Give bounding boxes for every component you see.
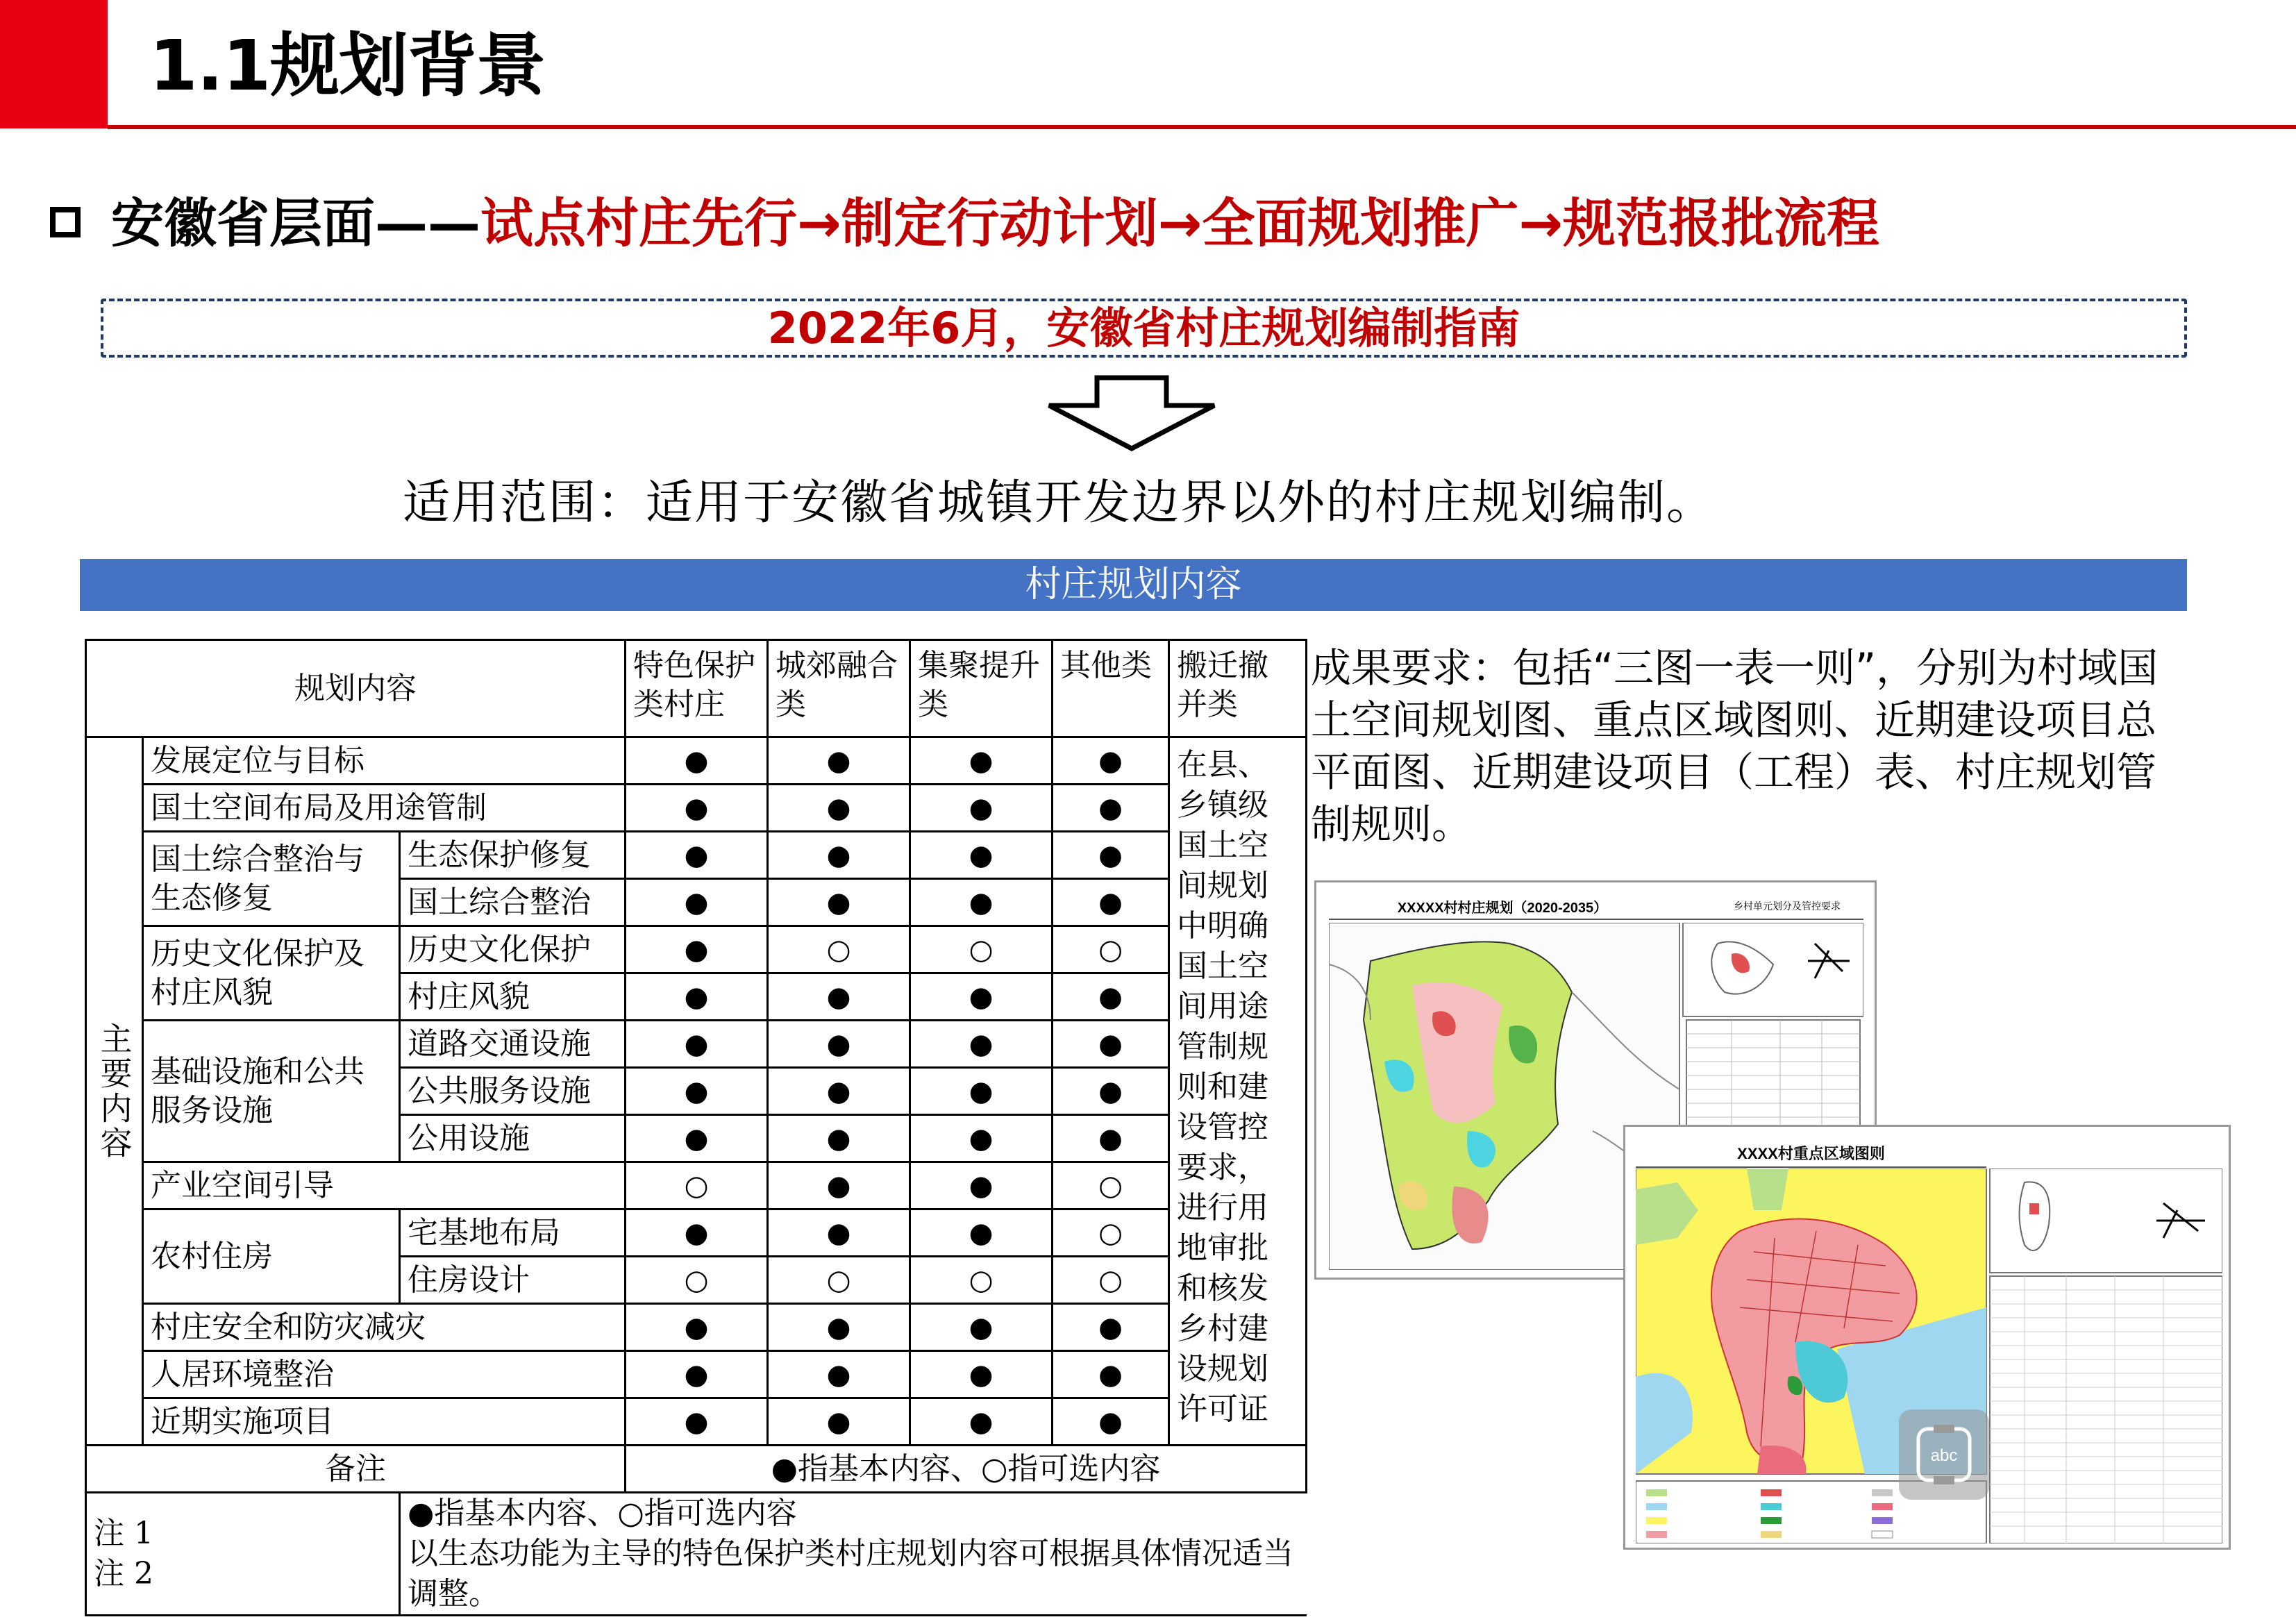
mark-cell: ○ bbox=[1053, 1209, 1169, 1257]
notes-row bbox=[86, 1493, 1307, 1616]
mark-cell: ● bbox=[1053, 1398, 1169, 1446]
mark-cell: ● bbox=[910, 785, 1053, 832]
mark-cell: ● bbox=[768, 1209, 910, 1257]
row-name: 发展定位与目标 bbox=[143, 737, 626, 785]
header-col5: 搬迁撤并类 bbox=[1169, 640, 1307, 737]
mark-cell: ● bbox=[1053, 973, 1169, 1021]
notes-labels bbox=[86, 1493, 400, 1616]
mark-cell: ● bbox=[626, 1115, 768, 1162]
text-recognition-badge[interactable] bbox=[1899, 1409, 1989, 1500]
table-row bbox=[86, 737, 1307, 785]
mark-cell: ● bbox=[1053, 1351, 1169, 1398]
table-row bbox=[86, 1398, 1307, 1446]
note1-text: ●指基本内容、○指可选内容 bbox=[408, 1496, 797, 1531]
mark-cell: ● bbox=[1053, 1021, 1169, 1068]
mark-cell: ○ bbox=[1053, 1162, 1169, 1209]
mark-cell: ○ bbox=[910, 1257, 1053, 1304]
mark-cell: ● bbox=[768, 1304, 910, 1351]
planning-content-table bbox=[85, 639, 1307, 1616]
row-name: 国土综合整治与生态修复 bbox=[143, 832, 400, 926]
row-sub: 宅基地布局 bbox=[400, 1209, 626, 1257]
mark-cell: ● bbox=[768, 1351, 910, 1398]
header-col1: 特色保护类村庄 bbox=[626, 640, 768, 737]
map1-title: XXXXX村村庄规划（2020-2035） bbox=[1397, 901, 1608, 916]
note2-label: 注 2 bbox=[94, 1556, 153, 1591]
mark-cell: ● bbox=[768, 832, 910, 879]
mark-cell: ● bbox=[626, 832, 768, 879]
row-sub: 村庄风貌 bbox=[400, 973, 626, 1021]
mark-cell: ● bbox=[626, 1351, 768, 1398]
table-row bbox=[86, 785, 1307, 832]
row-name: 人居环境整治 bbox=[143, 1351, 626, 1398]
table-row bbox=[86, 1304, 1307, 1351]
subtitle-prefix: 安徽省层面—— bbox=[111, 192, 480, 254]
table-row bbox=[86, 1351, 1307, 1398]
mark-cell: ● bbox=[910, 1115, 1053, 1162]
row-sub: 公用设施 bbox=[400, 1115, 626, 1162]
abc-icon bbox=[1899, 1409, 1989, 1500]
mark-cell: ● bbox=[626, 1398, 768, 1446]
mark-cell: ● bbox=[910, 1021, 1053, 1068]
mark-cell: ○ bbox=[768, 1257, 910, 1304]
mark-cell: ○ bbox=[1053, 1257, 1169, 1304]
mark-cell: ● bbox=[768, 737, 910, 785]
down-arrow-icon bbox=[1045, 375, 1218, 451]
row-sub: 生态保护修复 bbox=[400, 832, 626, 879]
mark-cell: ● bbox=[768, 1021, 910, 1068]
mark-cell: ● bbox=[626, 926, 768, 973]
mark-cell: ● bbox=[910, 879, 1053, 926]
notes-texts bbox=[400, 1493, 1307, 1616]
mark-cell: ○ bbox=[768, 926, 910, 973]
row-name: 近期实施项目 bbox=[143, 1398, 626, 1446]
header-col3: 集聚提升类 bbox=[910, 640, 1053, 737]
map1-header bbox=[1329, 891, 1863, 920]
square-bullet-icon bbox=[50, 207, 81, 237]
section-subtitle bbox=[111, 189, 1879, 258]
mark-cell: ● bbox=[910, 1351, 1053, 1398]
mark-cell: ● bbox=[910, 1162, 1053, 1209]
mark-cell: ● bbox=[626, 785, 768, 832]
group-label: 主要内容 bbox=[86, 737, 143, 1446]
mark-cell: ● bbox=[1053, 1115, 1169, 1162]
map2-title: XXXX村重点区域图则 bbox=[1737, 1145, 1885, 1162]
mark-cell: ● bbox=[768, 1162, 910, 1209]
header-divider bbox=[108, 125, 2296, 129]
mark-cell: ● bbox=[1053, 737, 1169, 785]
table-row bbox=[86, 1209, 1307, 1257]
table-row bbox=[86, 832, 1307, 879]
remark-row bbox=[86, 1446, 1307, 1493]
mark-cell: ● bbox=[1053, 1068, 1169, 1115]
map2-header bbox=[1636, 1135, 1986, 1168]
header-accent-block bbox=[0, 0, 108, 128]
mark-cell: ● bbox=[910, 737, 1053, 785]
row-sub: 国土综合整治 bbox=[400, 879, 626, 926]
row-name: 国土空间布局及用途管制 bbox=[143, 785, 626, 832]
table-header-row bbox=[86, 640, 1307, 737]
mark-cell: ● bbox=[1053, 1304, 1169, 1351]
row-name: 农村住房 bbox=[143, 1209, 400, 1304]
mark-cell: ● bbox=[626, 879, 768, 926]
result-requirements-text: 成果要求：包括“三图一表一则”，分别为村域国土空间规划图、重点区域图则、近期建设项目总平面图、近期建设项目（工程）表、村庄规划管制规则。 bbox=[1311, 644, 2159, 848]
map1-subtitle: 乡村单元划分及管控要求 bbox=[1734, 901, 1841, 912]
mark-cell: ● bbox=[626, 737, 768, 785]
relocation-note: 在县、乡镇级国土空间规划中明确国土空间用途管制规则和建设管控要求，进行用地审批和核发乡村建设规划许可证 bbox=[1169, 737, 1307, 1446]
note1-label: 注 1 bbox=[94, 1516, 153, 1551]
row-sub: 道路交通设施 bbox=[400, 1021, 626, 1068]
row-name: 产业空间引导 bbox=[143, 1162, 626, 1209]
badge-text: abc bbox=[1930, 1446, 1958, 1465]
mark-cell: ● bbox=[768, 879, 910, 926]
header-col4: 其他类 bbox=[1053, 640, 1169, 737]
mark-cell: ○ bbox=[626, 1162, 768, 1209]
subtitle-highlight: 试点村庄先行→制定行动计划→全面规划推广→规范报批流程 bbox=[480, 192, 1880, 254]
section-bar: 村庄规划内容 bbox=[80, 559, 2187, 611]
mark-cell: ● bbox=[768, 785, 910, 832]
mark-cell: ● bbox=[910, 1398, 1053, 1446]
remark-text: ●指基本内容、○指可选内容 bbox=[626, 1446, 1307, 1493]
mark-cell: ○ bbox=[910, 926, 1053, 973]
mark-cell: ○ bbox=[626, 1257, 768, 1304]
row-name: 基础设施和公共服务设施 bbox=[143, 1021, 400, 1162]
mark-cell: ● bbox=[910, 1304, 1053, 1351]
table-row bbox=[86, 1021, 1307, 1068]
mark-cell: ● bbox=[626, 1209, 768, 1257]
mark-cell: ● bbox=[768, 973, 910, 1021]
note2-text: 以生态功能为主导的特色保护类村庄规划内容可根据具体情况适当调整。 bbox=[408, 1536, 1293, 1612]
row-sub: 历史文化保护 bbox=[400, 926, 626, 973]
scope-text: 适用范围：适用于安徽省城镇开发边界以外的村庄规划编制。 bbox=[403, 476, 1716, 530]
mark-cell: ● bbox=[910, 973, 1053, 1021]
mark-cell: ● bbox=[768, 1068, 910, 1115]
mark-cell: ● bbox=[1053, 832, 1169, 879]
mark-cell: ● bbox=[626, 973, 768, 1021]
header-col2: 城郊融合类 bbox=[768, 640, 910, 737]
mark-cell: ● bbox=[768, 1115, 910, 1162]
mark-cell: ● bbox=[910, 832, 1053, 879]
remark-label: 备注 bbox=[86, 1446, 626, 1493]
guide-title: 2022年6月，安徽省村庄规划编制指南 bbox=[767, 303, 1520, 353]
mark-cell: ○ bbox=[1053, 926, 1169, 973]
mark-cell: ● bbox=[1053, 879, 1169, 926]
mark-cell: ● bbox=[1053, 785, 1169, 832]
mark-cell: ● bbox=[626, 1068, 768, 1115]
header-content: 规划内容 bbox=[86, 640, 626, 737]
mark-cell: ● bbox=[626, 1304, 768, 1351]
table-row bbox=[86, 926, 1307, 973]
row-name: 村庄安全和防灾减灾 bbox=[143, 1304, 626, 1351]
mark-cell: ● bbox=[626, 1021, 768, 1068]
row-name: 历史文化保护及村庄风貌 bbox=[143, 926, 400, 1021]
mark-cell: ● bbox=[910, 1068, 1053, 1115]
row-sub: 公共服务设施 bbox=[400, 1068, 626, 1115]
mark-cell: ● bbox=[910, 1209, 1053, 1257]
table-row bbox=[86, 1162, 1307, 1209]
page-title: 1.1规划背景 bbox=[149, 25, 546, 106]
mark-cell: ● bbox=[768, 1398, 910, 1446]
row-sub: 住房设计 bbox=[400, 1257, 626, 1304]
